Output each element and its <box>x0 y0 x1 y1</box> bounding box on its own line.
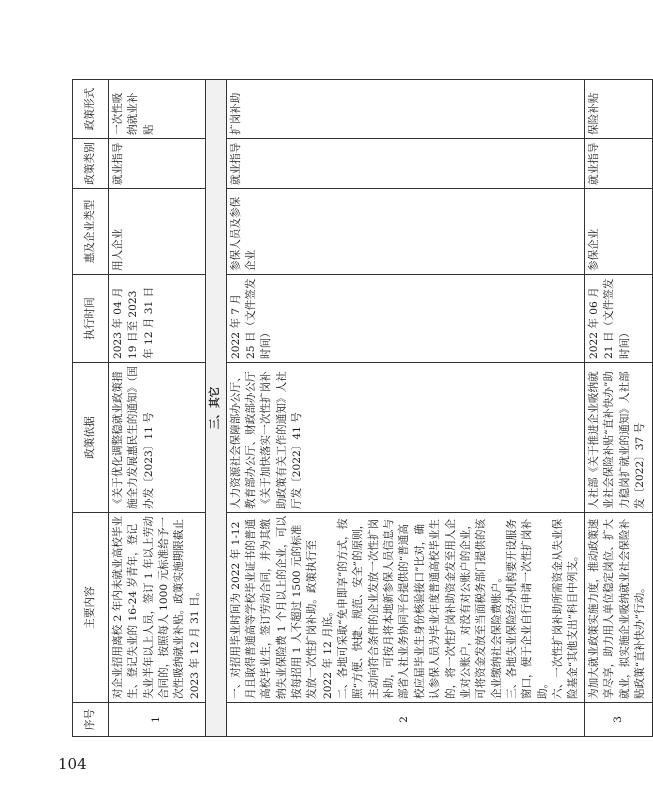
row-time: 2022 年 06 月 21 日（文件签发时间） <box>584 275 652 363</box>
section-title: 三、其它 <box>206 80 226 737</box>
content-paragraph: 二、各地可采取“免申即享”的方式，按照“方便、快捷、规范、安全”的原则，主动向符合条件的企业发放一次性扩岗补助，可按月将本地新参保人员信息与部省人社业务协同平台提供的“普通高校应届毕业生身份核验接口”比对，确认参保人员为毕业年度普通高校毕业生的，将一次性扩岗补助资金发至用人企业对公账户，对没有对公账户的企业，可将资金发放至当面税务部门提供的该企业缴纳社会保险费账户。 <box>337 518 503 699</box>
row-category: 就业指导 <box>109 139 206 189</box>
header-row <box>73 80 109 737</box>
row-beneficiary: 参保企业 <box>584 189 652 275</box>
row-no: 2 <box>226 703 584 737</box>
page-number: 104 <box>58 755 87 773</box>
header-beneficiary: 惠及企业类型 <box>73 189 109 275</box>
row-category: 就业指导 <box>584 139 652 189</box>
table-row <box>109 80 206 737</box>
table-row <box>584 80 652 737</box>
row-no: 1 <box>109 703 206 737</box>
content-paragraph: 对企业招用离校 2 年内未就业高校毕业生、登记失业的 16-24 岁青年，登记失业半年以上人员，签订 1 年以上劳动合同的，按照每人 1000 元标准给予一次性吸纳就业补贴。政策实施期限截止 2023 年 12 月 31 日。 <box>112 516 201 699</box>
policy-table <box>72 79 653 737</box>
row-time: 2022 年 7 月 25 日（文件签发时间） <box>226 275 584 363</box>
row-content <box>226 513 584 703</box>
content-paragraph: 六、一次性扩岗补助所需资金从失业保险基金“其他支出”科目中列支。 <box>552 518 580 699</box>
row-no: 3 <box>584 703 652 737</box>
row-basis: 《关于优化调整稳就业政策措施全力发展惠民生的通知》（国办发〔2023〕11 号 <box>109 363 206 513</box>
content-paragraph: 为加大就业政策实施力度，推动政策速享尽享，助力用人单位稳定岗位、扩大就业，拟实施企业吸纳就业社会保险补贴政策“直补快办”行动。 <box>587 518 646 699</box>
row-category: 就业指导 <box>226 139 584 189</box>
header-content: 主要内容 <box>73 513 109 703</box>
header-time: 执行时间 <box>73 275 109 363</box>
row-basis: 人社部《关于推进企业吸纳就业社会保险补贴“直补快办”助力稳岗扩就业的通知》人社部发〔2022〕37 号 <box>584 363 652 513</box>
row-form: 一次性吸纳就业补贴 <box>109 80 206 139</box>
table-row <box>226 80 584 737</box>
row-time: 2023 年 04 月 19 日至 2023 年 12 月 31 日 <box>109 275 206 363</box>
row-beneficiary: 用人企业 <box>109 189 206 275</box>
row-beneficiary: 参保人员及参保企业 <box>226 189 584 275</box>
row-content <box>109 513 206 703</box>
section-row <box>206 80 226 737</box>
header-basis: 政策依据 <box>73 363 109 513</box>
content-paragraph: 一、对招用毕业时间为 2022 年 1-12 月且取得普通高等学校毕业证书的普通高校毕业生，签订劳动合同，并为其缴纳失业保险费 1 个月以上的企业，可以按每招用 1 人不超过 1500 元的标准发放一次性扩岗补助。政策执行至 2022 年 12 月底。 <box>229 516 334 699</box>
header-no: 序号 <box>73 703 109 737</box>
policy-table-rotated <box>72 80 646 737</box>
header-category: 政策类别 <box>73 139 109 189</box>
row-form: 保险补贴 <box>584 80 652 139</box>
header-form: 政策形式 <box>73 80 109 139</box>
content-paragraph: 三、各地失业保险经办机构要开设服务窗口，便于企业自行申请一次性扩岗补助。 <box>505 518 549 699</box>
row-form: 扩岗补助 <box>226 80 584 139</box>
row-content <box>584 513 652 703</box>
row-basis: 人力资源社会保障部办公厅、教育部办公厅、财政部办公厅《关于加快落实一次性扩岗补助政策有关工作的通知》人社厅发〔2022〕41 号 <box>226 363 584 513</box>
